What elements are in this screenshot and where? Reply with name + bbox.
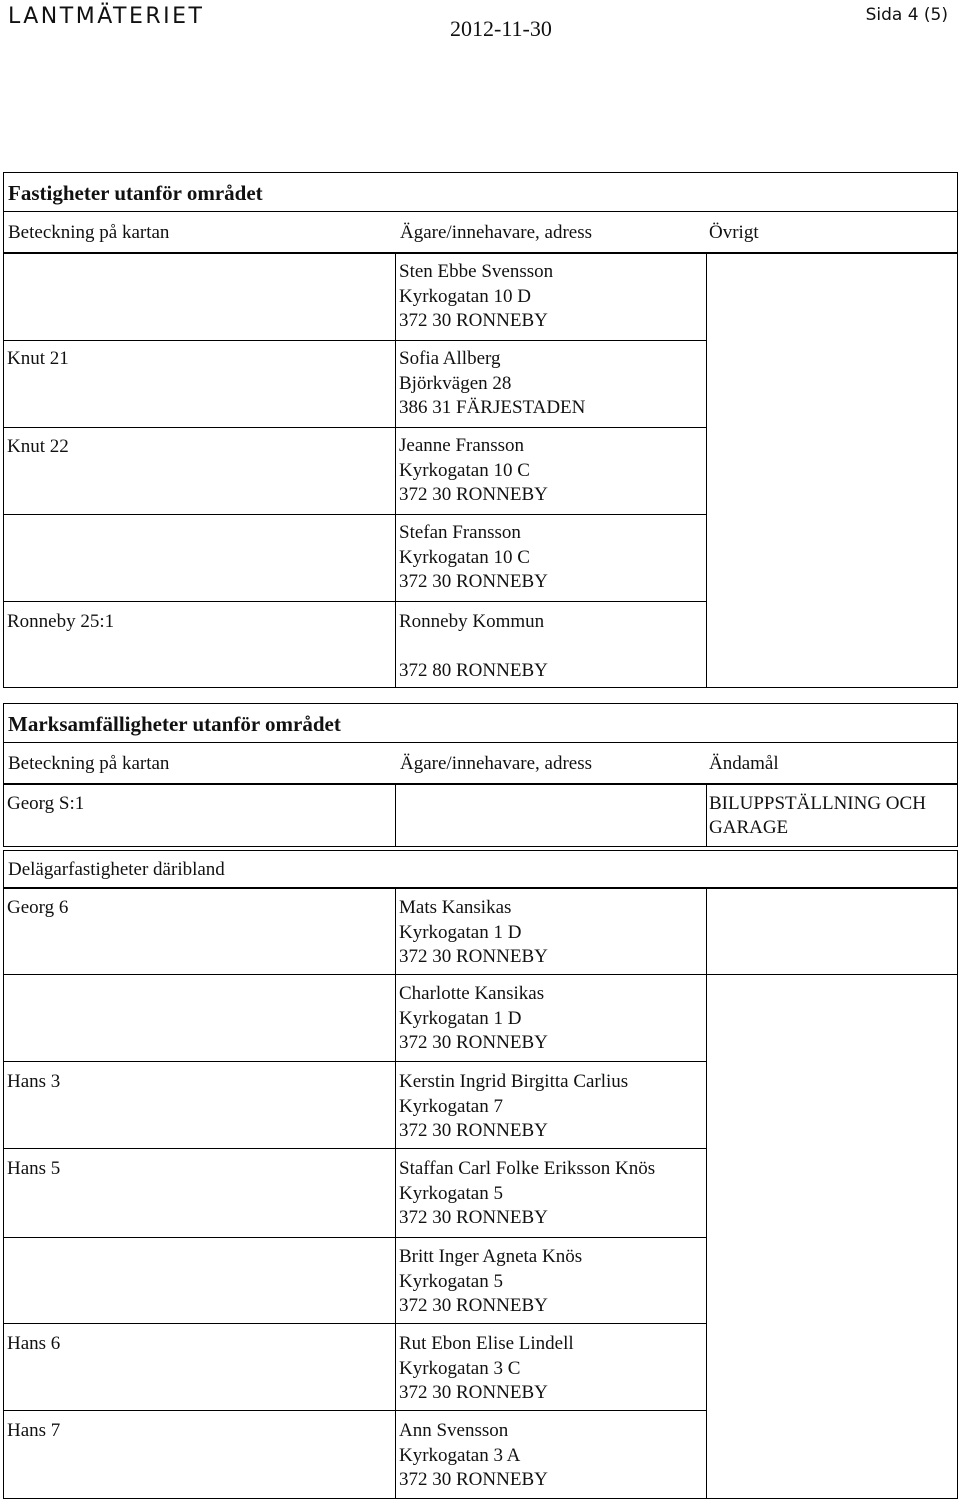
section2-col-owner: Ägare/innehavare, adress xyxy=(400,753,593,774)
table-row: Hans 6 xyxy=(3,1323,396,1411)
joint-property-owner xyxy=(395,784,707,847)
table-row xyxy=(3,1237,396,1324)
sub-title: Delägarfastigheter däribland xyxy=(8,859,225,880)
list-item: Sofia Allberg Björkvägen 28 386 31 FÄRJESTADEN xyxy=(395,340,707,428)
joint-property-label: Georg S:1 xyxy=(7,793,85,814)
empty-cell xyxy=(706,888,958,975)
section2-title: Marksamfälligheter utanför området xyxy=(8,712,341,736)
table-row xyxy=(3,784,396,847)
section1-title: Fastigheter utanför området xyxy=(8,181,263,205)
document-date: 2012-11-30 xyxy=(450,16,552,41)
table-row xyxy=(3,253,396,341)
page-number: Sida 4 (5) xyxy=(865,5,948,25)
list-item: Mats Kansikas Kyrkogatan 1 D 372 30 RONNEBY xyxy=(395,888,707,975)
page-header xyxy=(0,0,960,60)
list-item: Ann Svensson Kyrkogatan 3 A 372 30 RONNEBY xyxy=(395,1410,707,1499)
list-item: Jeanne Fransson Kyrkogatan 10 C 372 30 RONNEBY xyxy=(395,427,707,515)
table-row xyxy=(3,974,396,1062)
list-item: Kerstin Ingrid Birgitta Carlius Kyrkogatan 7 372 30 RONNEBY xyxy=(395,1061,707,1149)
section1-col-other: Övrigt xyxy=(709,222,759,243)
table-row: Knut 22 xyxy=(3,427,396,515)
list-item: Britt Inger Agneta Knös Kyrkogatan 5 372 30 RONNEBY xyxy=(395,1237,707,1324)
list-item: Staffan Carl Folke Eriksson Knös Kyrkogatan 5 372 30 RONNEBY xyxy=(395,1148,707,1238)
joint-property-purpose: BILUPPSTÄLLNING OCH GARAGE xyxy=(706,784,958,847)
section2-column-header xyxy=(3,743,958,784)
table-row: Knut 21 xyxy=(3,340,396,428)
list-item: Ronneby Kommun 372 80 RONNEBY xyxy=(395,601,707,688)
section1-column-header xyxy=(3,212,958,253)
section2-title-row xyxy=(3,703,958,743)
table-row: Hans 3 xyxy=(3,1061,396,1149)
table-row: Hans 7 xyxy=(3,1410,396,1499)
list-item: Sten Ebbe Svensson Kyrkogatan 10 D 372 30 RONNEBY xyxy=(395,253,707,341)
list-item: Stefan Fransson Kyrkogatan 10 C 372 30 RONNEBY xyxy=(395,514,707,602)
sub-title-row xyxy=(3,850,958,888)
list-item: Rut Ebon Elise Lindell Kyrkogatan 3 C 372 30 RONNEBY xyxy=(395,1323,707,1411)
section2-col-purpose: Ändamål xyxy=(709,753,779,774)
table-row: Ronneby 25:1 xyxy=(3,601,396,688)
section2-col-designation: Beteckning på kartan xyxy=(8,753,170,774)
section1-col-owner: Ägare/innehavare, adress xyxy=(400,222,593,243)
table-row xyxy=(3,514,396,602)
brand-name: LANTMÄTERIET xyxy=(8,4,205,29)
section1-title-row xyxy=(3,172,958,212)
section1-other-column xyxy=(706,253,958,688)
section1-col-designation: Beteckning på kartan xyxy=(8,222,170,243)
table-row: Georg 6 xyxy=(3,888,396,975)
empty-cell xyxy=(706,974,958,1499)
list-item: Charlotte Kansikas Kyrkogatan 1 D 372 30 RONNEBY xyxy=(395,974,707,1062)
table-row: Hans 5 xyxy=(3,1148,396,1238)
